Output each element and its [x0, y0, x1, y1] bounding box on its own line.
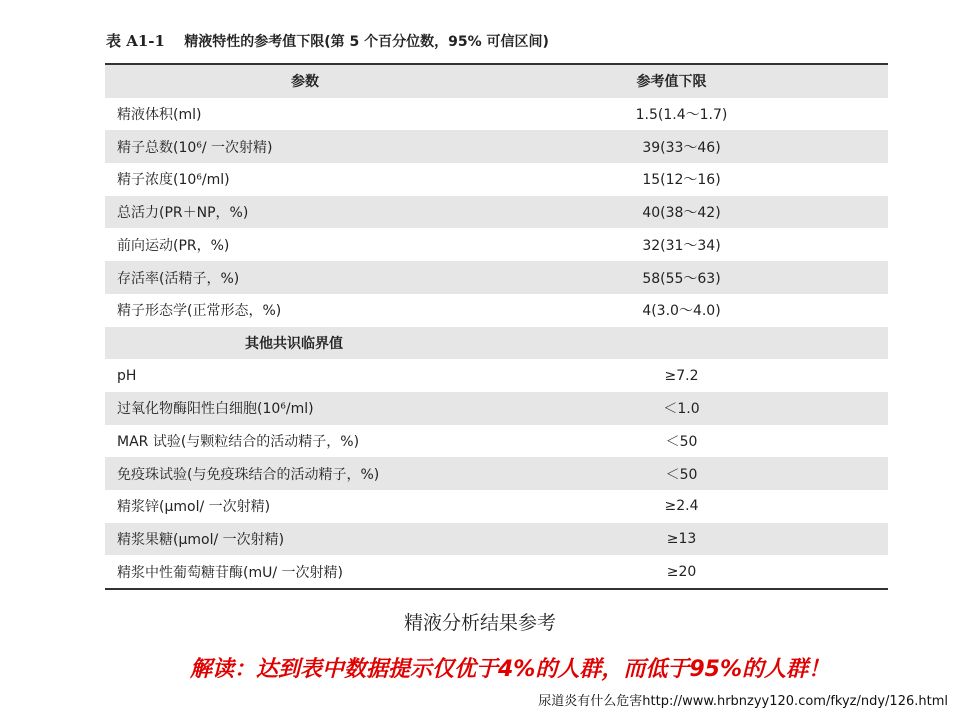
table-bottom-rule	[105, 588, 888, 590]
table-row	[105, 130, 888, 163]
header-value: 参考值下限	[636, 74, 707, 91]
row-param: 精浆锌(μmol/ 一次射精)	[117, 499, 271, 516]
row-value: 39(33～46)	[642, 139, 721, 156]
row-value: ≥7.2	[664, 367, 699, 384]
interpretation-note: 解读：达到表中数据提示仅优于4%的人群，而低于95%的人群！	[189, 657, 830, 682]
header-param: 参数	[291, 74, 319, 91]
row-value: ＜50	[665, 434, 698, 451]
row-param: 精子浓度(10⁶/ml)	[117, 172, 230, 189]
row-value: 1.5(1.4～1.7)	[635, 107, 728, 124]
section-label: 其他共识临界值	[245, 335, 343, 352]
table-row	[105, 392, 888, 425]
row-value: ≥13	[666, 531, 697, 548]
row-param: 精浆中性葡萄糖苷酶(mU/ 一次射精)	[117, 564, 343, 581]
row-value: 58(55～63)	[642, 270, 721, 287]
row-value: ≥2.4	[664, 498, 699, 515]
table-row	[105, 196, 888, 229]
table-row	[105, 163, 888, 196]
row-value: 15(12～16)	[642, 172, 721, 189]
row-value: 40(38～42)	[642, 205, 721, 222]
row-value: ≥20	[666, 563, 697, 580]
row-value: 4(3.0～4.0)	[642, 303, 721, 320]
table-row	[105, 229, 888, 262]
table-row	[105, 490, 888, 523]
row-value: 32(31～34)	[642, 237, 721, 254]
table-row	[105, 98, 888, 131]
table-row	[105, 294, 888, 327]
row-param: 总活力(PR＋NP，%)	[117, 205, 249, 222]
row-param: MAR 试验(与颗粒结合的活动精子，%)	[117, 434, 360, 451]
source-link[interactable]: 尿道炎有什么危害http://www.hrbnzyy120.com/fkyz/ndy/126.html	[538, 694, 948, 709]
row-param: 精液体积(ml)	[117, 107, 202, 124]
figure-caption: 精液分析结果参考	[403, 612, 556, 634]
table-row	[105, 556, 888, 589]
table-title	[106, 30, 549, 51]
row-param: 过氧化物酶阳性白细胞(10⁶/ml)	[117, 401, 314, 418]
table-header-row	[105, 65, 888, 98]
row-value: ＜1.0	[663, 401, 700, 418]
row-param: 免疫珠试验(与免疫珠结合的活动精子，%)	[117, 466, 380, 483]
table-row	[105, 523, 888, 556]
table-number: 表 A1-1	[106, 32, 165, 50]
row-param: 精浆果糖(μmol/ 一次射精)	[117, 532, 285, 549]
table-section-row	[105, 327, 888, 360]
row-value: ＜50	[665, 466, 698, 483]
table-row	[105, 359, 888, 392]
row-param: 前向运动(PR，%)	[117, 237, 230, 254]
table-row	[105, 425, 888, 458]
row-param: 精子总数(10⁶/ 一次射精)	[117, 139, 273, 156]
row-param: 精子形态学(正常形态，%)	[117, 303, 282, 320]
row-param: 存活率(活精子，%)	[117, 270, 240, 287]
table-row	[105, 261, 888, 294]
row-param: pH	[117, 367, 137, 384]
table-title-text: 精液特性的参考值下限(第 5 个百分位数，95% 可信区间)	[184, 34, 549, 50]
table-row	[105, 457, 888, 490]
